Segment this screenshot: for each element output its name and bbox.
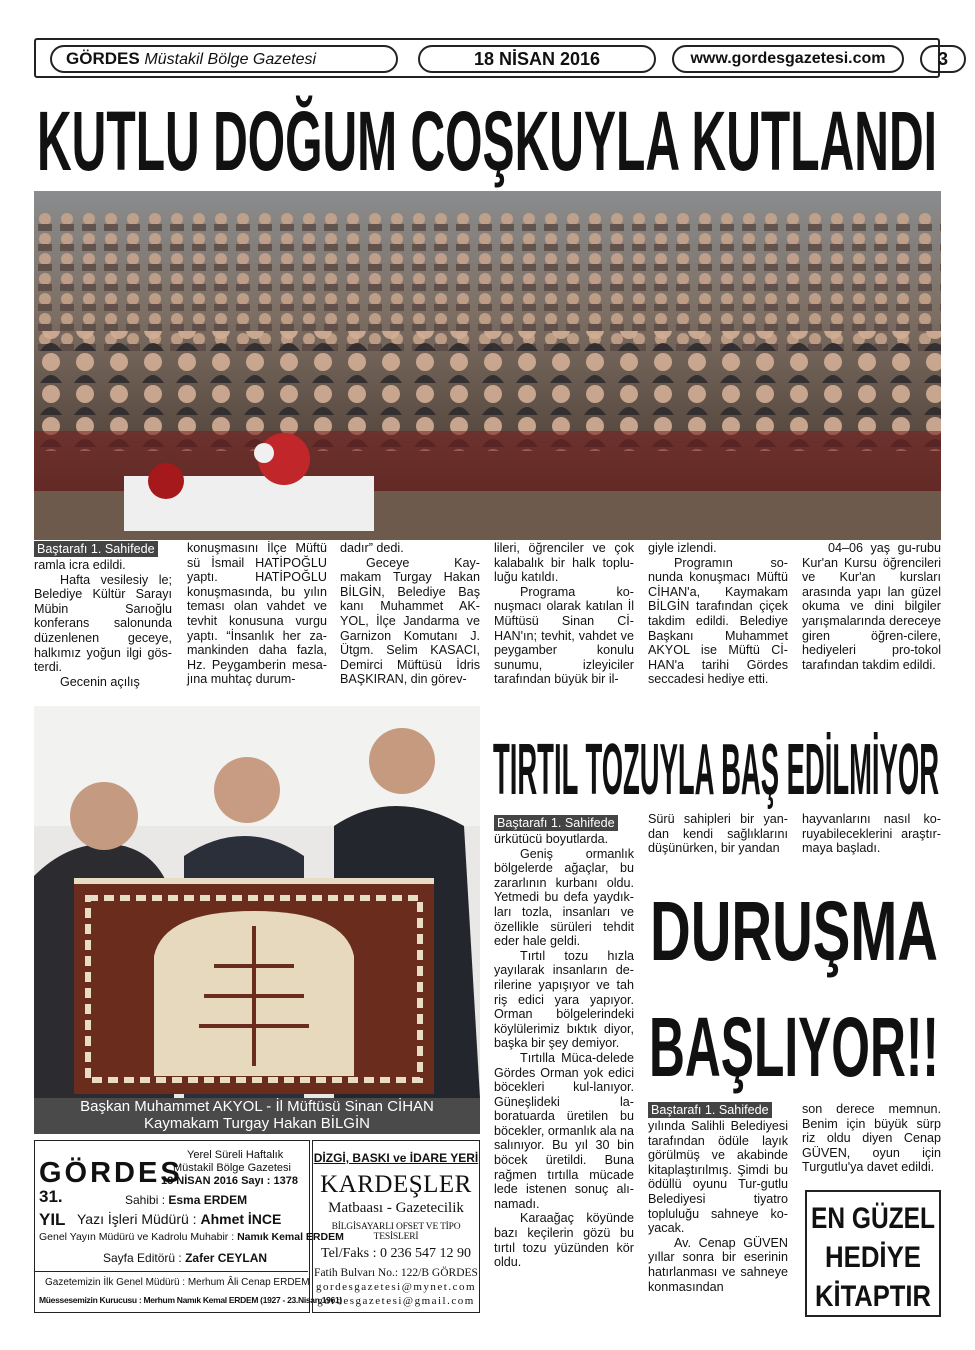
gift-line-2: HEDİYE bbox=[825, 1241, 921, 1274]
paper-name-pill bbox=[50, 45, 398, 73]
durusma-story-col-2 bbox=[802, 1102, 941, 1175]
owner-name: Esma ERDEM bbox=[168, 1193, 248, 1207]
main-story-paragraph: dadır” dedi. bbox=[340, 541, 404, 555]
main-story-paragraph: 04–06 yaş gu-rubu Kur'an Kursu öğrencileri ve Kur'an kursları arasında yapı lan güzel okuma ve dini bilgiler yarışmalarında dereceye giren öğren-cilere, hediyeleri pro-tokol tarafından takdim edildi. bbox=[802, 541, 941, 672]
masthead-name: GÖRDES bbox=[39, 1157, 183, 1189]
carpet-photo-caption bbox=[34, 1098, 480, 1134]
tirtil-story-col-1 bbox=[494, 815, 634, 1270]
gift-line-3: KİTAPTIR bbox=[815, 1280, 932, 1313]
tirtil-paragraph: Sürü sahipleri bir yan-dan kendi sağlıklarını düşünürken, bir yandan bbox=[648, 812, 788, 856]
owner-label: Sahibi : bbox=[125, 1193, 166, 1207]
printer-name: KARDEŞLER bbox=[320, 1171, 472, 1198]
continued-tag: Baştarafı 1. Sahifede bbox=[494, 815, 618, 831]
paper-name: GÖRDES bbox=[66, 49, 140, 68]
gift-line-1: EN GÜZEL bbox=[811, 1202, 935, 1235]
carpet-photo bbox=[34, 706, 480, 1098]
tirtil-headline bbox=[492, 728, 940, 810]
caption-line-1: Başkan Muhammet AKYOL - İl Müftüsü Sinan CİHAN bbox=[80, 1098, 434, 1115]
main-story-col-1 bbox=[34, 541, 172, 689]
durusma-headline bbox=[648, 880, 940, 1094]
tirtil-paragraph: Tırtıl tozu hızla yayılarak insanların de-rilerine yapışıyor ve tah riş edici yara yapıyor. Orman bölgelerindeki köylülerimiz bıktık diyor, başka bir şey demiyor. bbox=[494, 948, 634, 1051]
audience-photo bbox=[34, 191, 941, 540]
main-story-col-2 bbox=[187, 541, 327, 687]
paper-subtitle: Müstakil Bölge Gazetesi bbox=[144, 51, 317, 68]
durusma-headline-line-1: DURUŞMA bbox=[650, 884, 938, 978]
main-story-paragraph: lileri, öğrenciler ve çok kalabalık bir halk toplu-luğu katıldı. bbox=[494, 541, 634, 585]
caption-line-2: Kaymakam Turgay Hakan BİLGİN bbox=[144, 1115, 370, 1132]
durusma-story-col-1 bbox=[648, 1102, 788, 1294]
main-story-col-3 bbox=[340, 541, 480, 687]
founder: Müessesemizin Kurucusu : Merhum Namık Kemal ERDEM (1927 - 23.Nisan.1961) bbox=[39, 1295, 342, 1305]
page-number: 3 bbox=[920, 45, 966, 73]
publisher-label: Genel Yayın Müdürü ve Kadrolu Muhabir : bbox=[39, 1231, 235, 1243]
publisher-name: Namık Kemal ERDEM bbox=[237, 1231, 344, 1243]
main-story-col-6 bbox=[802, 541, 941, 672]
durusma-paragraph: son derece memnun. Benim için büyük sürp riz oldu diyen Cenap GÜVEN, oyun için Turgutlu'ya davet edildi. bbox=[802, 1102, 941, 1175]
page-header bbox=[34, 38, 948, 78]
masthead-year-number: 31. bbox=[39, 1187, 63, 1206]
masthead-year-word: YIL bbox=[39, 1210, 66, 1229]
page-editor-label: Sayfa Editörü : bbox=[103, 1251, 182, 1265]
main-story-paragraph: Gecenin açılış bbox=[60, 674, 140, 689]
durusma-paragraph: Av. Cenap GÜVEN yıllar sonra bir eserinin hatırlanması ve sahneye konmasından bbox=[648, 1235, 788, 1294]
page-editor-name: Zafer CEYLAN bbox=[185, 1251, 268, 1265]
main-story-paragraph: Geceye Kay-makam Turgay Hakan BİLGİN, Belediye Baş kanı Muhammet AK-YOL, İlçe Jandarma ve Garnizon Komutanı J. Ütgm. Selim KASACI, Demirci Müftüsü İdris BAŞKIRAN, din görev- bbox=[340, 555, 480, 687]
masthead-year bbox=[39, 1187, 65, 1229]
durusma-paragraph: yılında Salihli Belediyesi tarafından ödüle layık görülmüş ve akabinde kitaplaştırılmış. Şimdi bu ödüllü oyunu Tur-gutlu Belediyesi tiyatro topluluğu sahneye ko-yacak. bbox=[648, 1119, 788, 1236]
owner-line bbox=[125, 1193, 247, 1207]
masthead-tagline-1: Yerel Süreli Haftalık bbox=[187, 1149, 284, 1161]
durusma-headline-line-2: BAŞLIYOR!! bbox=[649, 1000, 939, 1094]
website: www.gordesgazetesi.com bbox=[672, 45, 904, 73]
continued-tag: Baştarafı 1. Sahifede bbox=[34, 541, 158, 557]
gift-box bbox=[805, 1190, 941, 1317]
issue-date: 18 NİSAN 2016 bbox=[418, 45, 656, 73]
masthead-issue: 18 NİSAN 2016 Sayı : 1378 bbox=[161, 1175, 298, 1187]
tirtil-headline-text: TIRTIL TOZUYLA BAŞ EDİLMİYOR bbox=[493, 730, 939, 810]
main-story-paragraph: Programın so-nunda konuşmacı Müftü CİHAN'a, Kaymakam BİLGİN tarafından çiçek takdim edildi. Belediye Başkanı Muhammet AKYOL ise Müftü Cİ-HAN'a tarihi Gördes seccadesi hediye etti. bbox=[648, 555, 788, 687]
main-story-paragraph: Programa ko-nuşmacı olarak katılan İl Müftüsü Sinan Cİ-HAN'ın; tevhit, vahdet ve peygamber konulu sunumu, izleyiciler tarafından büyük bir il- bbox=[494, 584, 634, 687]
printer-box bbox=[312, 1140, 480, 1313]
main-story-paragraph: ramla icra edildi. bbox=[34, 558, 126, 572]
tirtil-paragraph: ürkütücü boyutlarda. bbox=[494, 832, 609, 846]
tirtil-paragraph: Tırtılla Müca-delede Gördes Orman yok edici böcekleri kul-lanıyor. Güneşlideki la-boratuarda üretilen bu böcekler, ormanlık ala na salınıyor. Bu yıl 30 bin böcek üretildi. Buna rağmen tırtılla mücade lede istenen sonuç alı-namadı. bbox=[494, 1050, 635, 1211]
tirtil-story-col-2 bbox=[648, 812, 788, 856]
masthead-tagline-2: Müstakil Bölge Gazetesi bbox=[173, 1162, 291, 1174]
continued-tag: Baştarafı 1. Sahifede bbox=[648, 1102, 772, 1118]
printer-email-2: gordesgazetesi@gmail.com bbox=[317, 1295, 475, 1307]
printer-sub: Matbaası - Gazetecilik bbox=[328, 1200, 464, 1216]
tirtil-paragraph: Karaağaç köyünde bazı keçilerin gözü bu tırtıl tozu yüzünden kör oldu. bbox=[494, 1211, 634, 1270]
printer-title: DİZGİ, BASKI ve İDARE YERİ bbox=[313, 1151, 479, 1165]
editor-name: Ahmet İNCE bbox=[200, 1211, 282, 1227]
printer-phone: Tel/Faks : 0 236 547 12 90 bbox=[321, 1246, 471, 1261]
masthead-box bbox=[34, 1140, 344, 1313]
editor-line bbox=[77, 1211, 281, 1227]
main-headline bbox=[34, 94, 940, 188]
page-editor-line bbox=[103, 1251, 267, 1265]
printer-facilities: BİLGİSAYARLI OFSET VE TİPO TESİSLERİ bbox=[331, 1222, 461, 1242]
publisher-line bbox=[39, 1231, 344, 1243]
printer-address: Fatih Bulvarı No.: 122/B GÖRDES bbox=[314, 1267, 478, 1279]
tirtil-paragraph: Geniş ormanlık bölgelerde ağaçlar, bu zararlının kurbanı oldu. Yetmedi bu defa yaydık-ları tozla, insanları ve özellikle sürüleri tehdit eder hale geldi. bbox=[494, 846, 634, 949]
tirtil-story-col-3 bbox=[802, 812, 941, 856]
printer-email-1: gordesgazetesi@mynet.com bbox=[315, 1281, 477, 1293]
main-story-paragraph: giyle izlendi. bbox=[648, 541, 717, 555]
main-story-col-4 bbox=[494, 541, 634, 687]
main-story-paragraph: konuşmasını İlçe Müftü sü İsmail HATİPOĞLU yaptı. HATİPOĞLU konuşmasında, bu yılın teması olan vahdet ve tevhit konusuna vurgu yaptı. “İnsanlık her za-mankinden daha fazla, Hz. Peygamberin mesa-jına muhtaç durum- bbox=[187, 541, 327, 687]
main-story-paragraph: Hafta vesilesiy le; Belediye Kültür Sarayı Mübin Sarıoğlu konferans salonunda düzenlenen geceye, halkımız yoğun ilgi gös-terdi. bbox=[34, 572, 172, 675]
editor-label: Yazı İşleri Müdürü : bbox=[77, 1211, 197, 1227]
tirtil-paragraph: hayvanlarını nasıl ko-ruyabileceklerini araştır-maya başladı. bbox=[802, 812, 941, 856]
main-headline-text: KUTLU DOĞUM COŞKUYLA KUTLANDI bbox=[37, 94, 937, 188]
first-director: Gazetemizin İlk Genel Müdürü : Merhum Âli Cenap ERDEM bbox=[45, 1277, 310, 1288]
main-story-col-5 bbox=[648, 541, 788, 687]
masthead-divider bbox=[35, 1271, 308, 1272]
